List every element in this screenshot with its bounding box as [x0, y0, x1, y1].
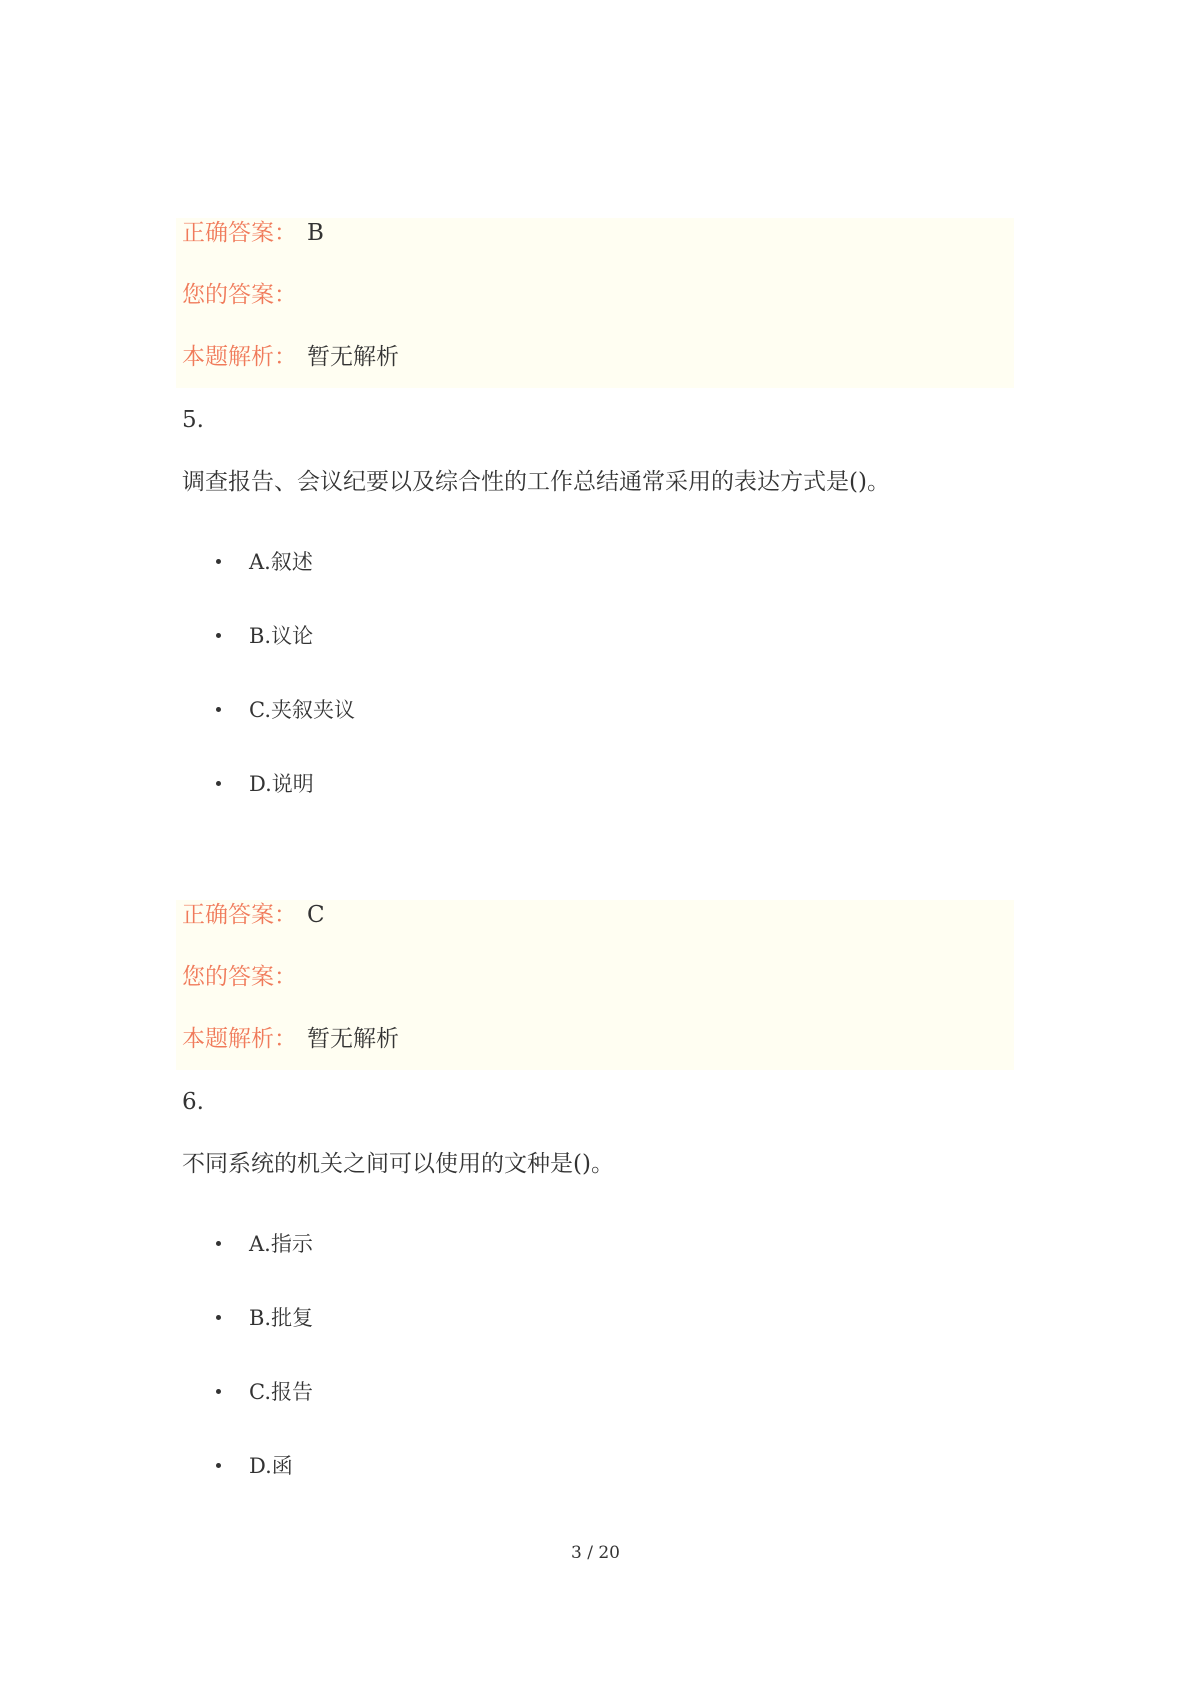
- option-b: [216, 621, 313, 651]
- question-number: 5.: [182, 407, 204, 433]
- correct-answer-value: B: [307, 220, 324, 246]
- option-a: [216, 1229, 313, 1259]
- bullet-icon: [216, 1241, 221, 1246]
- option-c: [216, 695, 355, 725]
- question-text: 不同系统的机关之间可以使用的文种是()。: [182, 1151, 614, 1177]
- bullet-icon: [216, 707, 221, 712]
- correct-answer-line: [182, 218, 324, 248]
- page-number: 3 / 20: [571, 1543, 620, 1563]
- option-label: D.函: [249, 1454, 293, 1478]
- question-text: 调查报告、会议纪要以及综合性的工作总结通常采用的表达方式是()。: [182, 469, 890, 495]
- option-label: C.报告: [249, 1380, 313, 1404]
- option-b: [216, 1303, 313, 1333]
- your-answer-line: [182, 280, 307, 310]
- bullet-icon: [216, 781, 221, 786]
- option-c: [216, 1377, 313, 1407]
- your-answer-label: 您的答案：: [182, 964, 297, 990]
- option-d: [216, 769, 314, 799]
- option-d: [216, 1451, 293, 1481]
- correct-answer-label: 正确答案：: [182, 220, 297, 246]
- option-label: D.说明: [249, 772, 314, 796]
- correct-answer-label: 正确答案：: [182, 902, 297, 928]
- your-answer-line: [182, 962, 307, 992]
- analysis-label: 本题解析：: [182, 1026, 297, 1052]
- option-a: [216, 547, 313, 577]
- analysis-value: 暂无解析: [307, 344, 399, 370]
- analysis-line: [182, 1024, 399, 1054]
- option-label: C.夹叙夹议: [249, 698, 355, 722]
- option-label: B.议论: [249, 624, 314, 648]
- analysis-label: 本题解析：: [182, 344, 297, 370]
- bullet-icon: [216, 1315, 221, 1320]
- your-answer-label: 您的答案：: [182, 282, 297, 308]
- option-label: B.批复: [249, 1306, 314, 1330]
- bullet-icon: [216, 633, 221, 638]
- bullet-icon: [216, 1389, 221, 1394]
- correct-answer-line: [182, 900, 325, 930]
- option-label: A.叙述: [249, 550, 313, 574]
- bullet-icon: [216, 1463, 221, 1468]
- correct-answer-value: C: [307, 902, 325, 928]
- bullet-icon: [216, 559, 221, 564]
- option-label: A.指示: [249, 1232, 313, 1256]
- question-number: 6.: [182, 1089, 204, 1115]
- analysis-line: [182, 342, 399, 372]
- analysis-value: 暂无解析: [307, 1026, 399, 1052]
